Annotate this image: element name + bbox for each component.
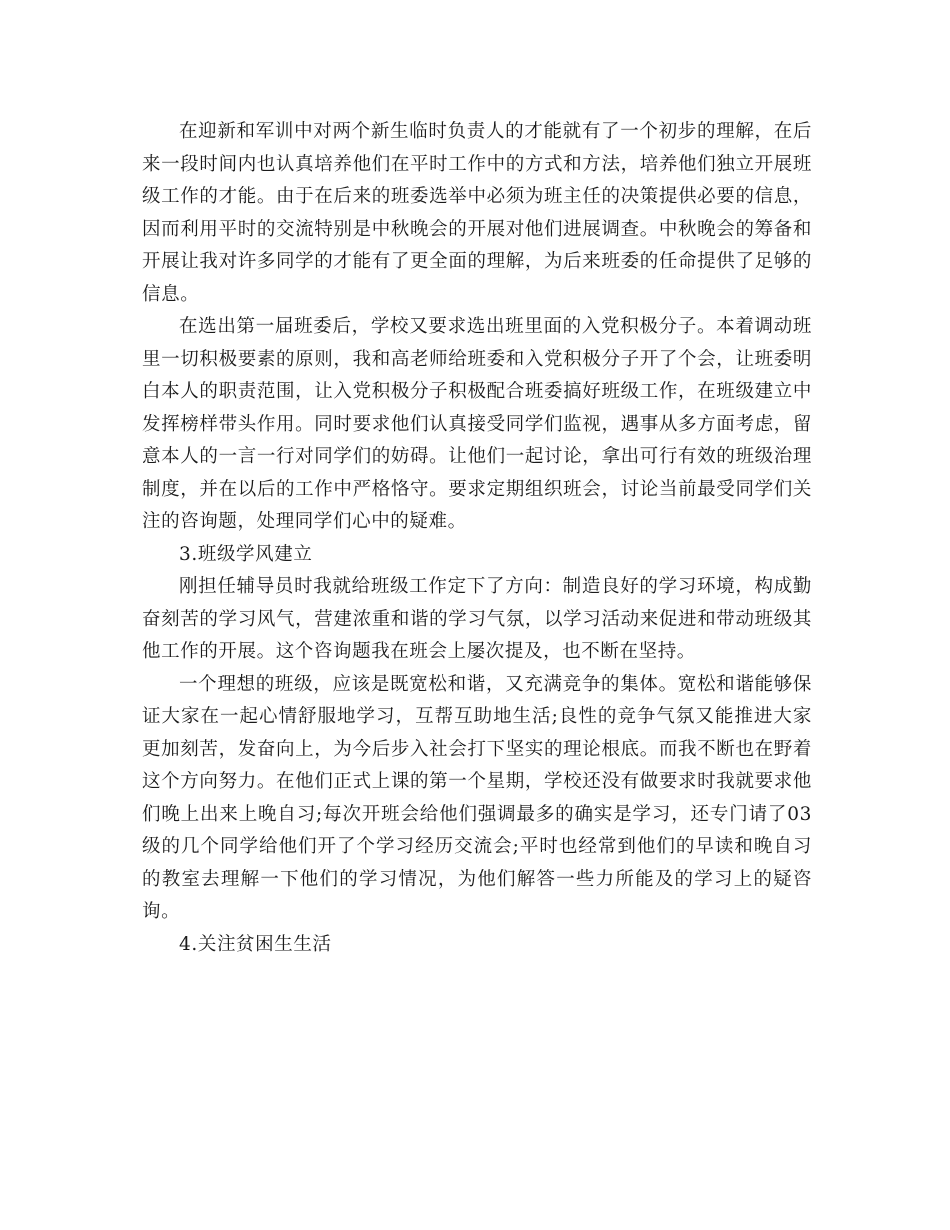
document-body <box>142 116 812 961</box>
section-heading-poor-students: 4.关注贫困生生活 <box>179 933 332 955</box>
paragraph-ideal-class: 一个理想的班级，应该是既宽松和谐，又充满竞争的集体。宽松和谐能够保证大家在一起心情舒服地学习，互帮互助地生活;良性的竞争气氛又能推进大家更加刻苦，发奋向上，为今后步入社会打下坚实的理论根底。而我不断也在野着这个方向努力。在他们正式上课的第一个星期，学校还没有做要求时我就要求他们晚上出来上晚自习;每次开班会给他们强调最多的确实是学习，还专门请了03级的几个同学给他们开了个学习经历交流会;平时也经常到他们的早读和晚自习的教室去理解一下他们的学习情况，为他们解答一些力所能及的学习上的疑咨询。 <box>142 673 812 922</box>
section-heading-study-style: 3.班级学风建立 <box>179 543 313 565</box>
paragraph-party-activists: 在选出第一届班委后，学校又要求选出班里面的入党积极分子。本着调动班里一切积极要素的原则，我和高老师给班委和入党积极分子开了个会，让班委明白本人的职责范围，让入党积极分子积极配合班委搞好班级工作，在班级建立中发挥榜样带头作用。同时要求他们认真接受同学们监视，遇事从多方面考虑，留意本人的一言一行对同学们的妨碍。让他们一起讨论，拿出可行有效的班级治理制度，并在以后的工作中严格恪守。要求定期组织班会，讨论当前最受同学们关注的咨询题，处理同学们心中的疑难。 <box>142 316 812 532</box>
paragraph-work-direction: 刚担任辅导员时我就给班级工作定下了方向：制造良好的学习环境，构成勤奋刻苦的学习风气，营建浓重和谐的学习气氛，以学习活动来促进和带动班级其他工作的开展。这个咨询题我在班会上屡次提及，也不断在坚持。 <box>142 576 812 662</box>
paragraph-freshman-leaders: 在迎新和军训中对两个新生临时负责人的才能就有了一个初步的理解，在后来一段时间内也认真培养他们在平时工作中的方式和方法，培养他们独立开展班级工作的才能。由于在后来的班委选举中必须为班主任的决策提供必要的信息，因而利用平时的交流特别是中秋晚会的开展对他们进展调查。中秋晚会的筹备和开展让我对许多同学的才能有了更全面的理解，为后来班委的任命提供了足够的信息。 <box>142 121 812 305</box>
